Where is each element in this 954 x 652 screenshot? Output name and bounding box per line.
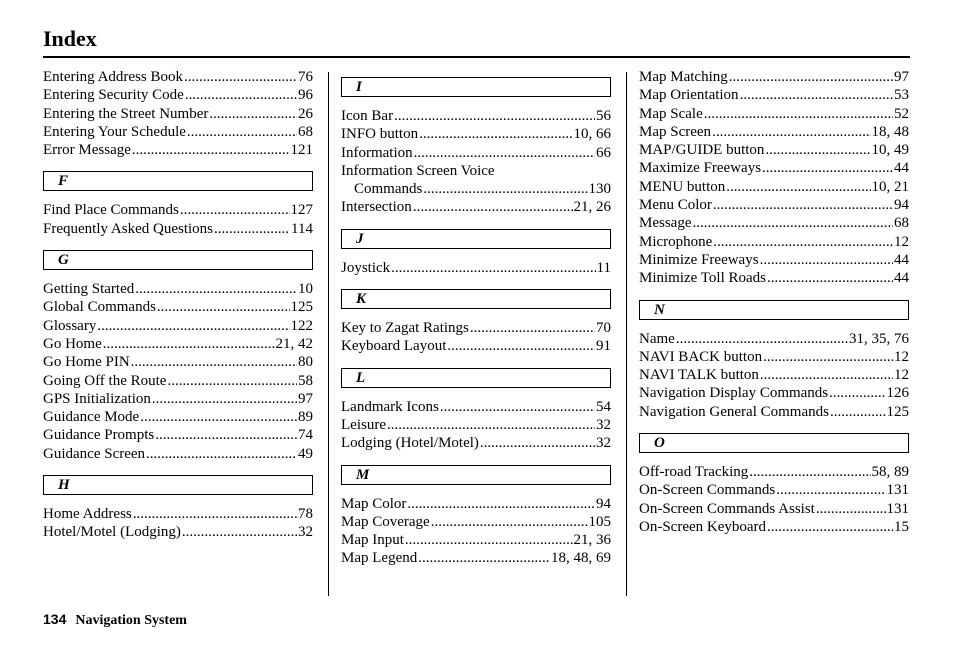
index-entry [43,123,313,141]
dot-leader [830,403,886,421]
index-entry [341,144,611,162]
index-entry [341,549,611,567]
index-entry-term: Getting Started [43,281,135,298]
index-entry-term: Information [341,144,413,161]
index-entry [639,500,909,518]
index-entry-pages: 58 [298,372,313,389]
dot-leader [187,123,297,141]
index-entry [341,398,611,416]
index-entry-pages: 125 [290,299,313,316]
dot-leader [180,201,290,219]
column-divider [626,72,627,596]
index-entry-term: Find Place Commands [43,202,179,219]
dot-leader [729,68,893,86]
index-entry-pages: 10, 21 [871,178,909,195]
index-entry-term: Minimize Toll Roads [639,270,767,287]
dot-leader [152,390,297,408]
dot-leader [767,269,893,287]
index-entry-term: Go Home PIN [43,354,130,371]
section-letter-heading: J [341,229,611,249]
index-entry-term: Hotel/Motel (Lodging) [43,524,181,541]
index-entry-pages: 131 [886,482,909,499]
index-entry [43,353,313,371]
dot-leader [749,463,870,481]
dot-leader [763,348,893,366]
dot-leader [776,481,885,499]
index-entry-pages: 105 [588,513,611,530]
index-entry-term: Icon Bar [341,108,394,124]
index-entry [341,513,611,531]
index-entry [341,416,611,434]
dot-leader [713,196,893,214]
index-entry-pages: 49 [298,445,313,462]
index-entry [341,337,611,355]
index-entry-pages: 70 [596,320,611,337]
index-entry-pages: 44 [894,160,909,177]
index-entry [639,105,909,123]
page-number: 134 [43,611,67,627]
index-entry-pages: 78 [298,506,313,523]
dot-leader [146,445,297,463]
index-entry-term: Entering Address Book [43,69,183,85]
index-entry [341,495,611,513]
index-entry-term: On-Screen Keyboard [639,518,767,535]
index-entry [341,107,611,125]
index-entry [43,105,313,123]
index-entry-continuation: Commands [354,181,423,198]
dot-leader [740,86,893,104]
index-entry-term: Leisure [341,416,386,433]
section-letter-heading: G [43,250,313,270]
index-entry-term: Information Screen Voice [341,162,495,179]
index-entry-pages: 76 [298,69,313,85]
dot-leader [760,251,893,269]
index-entry-term: NAVI TALK button [639,367,759,384]
index-entry-term: Name [639,330,675,347]
index-entry-term: Off-road Tracking [639,464,749,481]
index-entry [639,233,909,251]
index-entry-pages: 53 [894,87,909,104]
section-letter-heading: N [639,300,909,320]
index-entry-pages: 10 [298,281,313,298]
index-entry-pages: 52 [894,105,909,122]
dot-leader [182,523,297,541]
index-entry [639,330,909,348]
dot-leader [470,319,595,337]
index-entry-pages: 96 [298,87,313,104]
page-footer [43,609,187,631]
index-entry-pages: 80 [298,354,313,371]
index-entry-pages: 11 [596,259,611,276]
index-entry [639,214,909,232]
index-entry [43,220,313,238]
index-entry [341,434,611,452]
index-entry [639,463,909,481]
dot-leader [829,384,885,402]
index-entry-term: MENU button [639,178,726,195]
dot-leader [431,513,588,531]
index-entry-term: Go Home [43,335,102,352]
index-entry-pages: 21, 36 [573,532,611,549]
section-name: Navigation System [75,613,187,628]
section-letter-heading: L [341,368,611,388]
index-entry-term: Guidance Screen [43,445,146,462]
index-entry-term: MAP/GUIDE button [639,142,765,159]
dot-leader [413,198,573,216]
page-title: Index [43,26,97,51]
index-entry-pages: 44 [894,251,909,268]
index-entry-term: Map Orientation [639,87,739,104]
index-entry-term: NAVI BACK button [639,348,763,365]
dot-leader [693,214,894,232]
index-entry [639,518,909,536]
index-entry-pages: 97 [894,69,909,85]
index-entry-term: Glossary [43,317,97,334]
dot-leader [713,233,893,251]
title-divider [43,56,910,58]
index-entry-term: Map Input [341,532,404,549]
index-entry-term: Entering the Street Number [43,105,209,122]
dot-leader [184,68,297,86]
section-letter-heading: M [341,465,611,485]
dot-leader [704,105,893,123]
index-entry-pages: 68 [894,215,909,232]
index-entry [43,298,313,316]
index-entry-term: Going Off the Route [43,372,167,389]
index-entry [341,319,611,337]
index-entry [639,141,909,159]
index-entry [341,198,611,216]
index-entry [341,125,611,143]
dot-leader [97,317,289,335]
index-entry [341,531,611,549]
dot-leader [480,434,595,452]
index-entry [43,335,313,353]
index-entry-pages: 15 [894,518,909,535]
index-entry-term: Map Color [341,495,407,512]
dot-leader [103,335,275,353]
dot-leader [135,280,297,298]
index-entry-pages: 131 [886,500,909,517]
dot-leader [418,549,550,567]
index-entry-term: Guidance Prompts [43,427,155,444]
index-entry-term: Map Matching [639,69,728,85]
index-entry-term: Menu Color [639,197,712,214]
index-entry-term: Key to Zagat Ratings [341,320,469,337]
dot-leader [394,107,595,125]
index-entry-pages: 68 [298,123,313,140]
index-entry-pages: 12 [894,233,909,250]
dot-leader [767,518,893,536]
index-entry-term: Minimize Freeways [639,251,759,268]
index-entry-pages: 31, 35, 76 [849,330,909,347]
index-entry-pages: 54 [596,398,611,415]
index-entry [43,390,313,408]
index-entry [639,403,909,421]
index-entry [639,348,909,366]
section-letter-heading: K [341,289,611,309]
index-entry-term: Navigation Display Commands [639,385,829,402]
index-entry-term: Home Address [43,506,132,523]
index-entry-pages: 121 [290,142,313,159]
index-entry-term: Entering Security Code [43,87,184,104]
index-entry-pages: 122 [290,317,313,334]
section-letter-heading: F [43,171,313,191]
dot-leader [387,416,595,434]
index-entry-term: Map Coverage [341,513,430,530]
dot-leader [209,105,297,123]
index-entry-term: Guidance Mode [43,409,140,426]
index-entry-pages: 130 [588,181,611,198]
index-entry-pages: 44 [894,270,909,287]
index-column-2 [341,68,611,568]
index-entry-term: Intersection [341,199,412,216]
dot-leader [765,141,870,159]
dot-leader [816,500,886,518]
dot-leader [447,337,595,355]
index-entry-pages: 21, 42 [275,335,313,352]
index-entry [43,280,313,298]
index-entry-pages: 94 [596,495,611,512]
section-letter-heading: H [43,475,313,495]
index-entry [639,123,909,141]
dot-leader [676,330,848,348]
index-entry-pages: 32 [298,524,313,541]
dot-leader [405,531,573,549]
index-entry-term: Map Scale [639,105,703,122]
dot-leader [726,178,870,196]
index-entry-pages: 56 [596,108,611,124]
index-entry-pages: 74 [298,427,313,444]
index-entry-pages: 18, 48 [871,123,909,140]
dot-leader [157,298,290,316]
index-entry-pages: 21, 26 [573,199,611,216]
index-entry-term: Navigation General Commands [639,403,829,420]
dot-leader [131,353,297,371]
index-entry-pages: 32 [596,416,611,433]
index-entry-term: Joystick [341,259,391,276]
dot-leader [214,220,290,238]
index-entry-pages: 91 [596,338,611,355]
index-entry-term: Global Commands [43,299,156,316]
index-entry [341,180,611,198]
index-entry-pages: 89 [298,409,313,426]
index-column-1 [43,68,313,542]
section-letter-heading: O [639,433,909,453]
dot-leader [407,495,595,513]
index-entry-term: GPS Initialization [43,390,151,407]
dot-leader [155,426,297,444]
index-entry [43,201,313,219]
dot-leader [440,398,595,416]
index-entry-term: Map Legend [341,550,418,567]
index-entry [43,141,313,159]
index-entry [639,86,909,104]
index-entry [639,196,909,214]
index-entry [43,86,313,104]
dot-leader [760,366,893,384]
index-entry-pages: 94 [894,197,909,214]
index-entry-term: Microphone [639,233,713,250]
index-entry-pages: 26 [298,105,313,122]
dot-leader [391,259,595,277]
index-entry-term: On-Screen Commands [639,482,776,499]
index-entry [43,505,313,523]
dot-leader [423,180,587,198]
dot-leader [185,86,297,104]
index-entry [43,372,313,390]
dot-leader [414,144,595,162]
index-entry [341,259,611,277]
index-entry [639,366,909,384]
dot-leader [140,408,297,426]
index-entry [639,159,909,177]
index-entry [43,426,313,444]
index-entry-term: On-Screen Commands Assist [639,500,815,517]
index-entry-term: Keyboard Layout [341,338,447,355]
index-entry [639,481,909,499]
index-entry-pages: 32 [596,435,611,452]
index-entry [43,445,313,463]
column-divider [328,72,329,596]
index-entry-term: Maximize Freeways [639,160,762,177]
index-entry-term: Landmark Icons [341,398,439,415]
dot-leader [167,372,297,390]
index-entry-pages: 125 [886,403,909,420]
dot-leader [133,505,297,523]
index-entry-pages: 126 [886,385,909,402]
index-entry [43,68,313,86]
index-entry-pages: 12 [894,348,909,365]
index-entry [43,408,313,426]
dot-leader [132,141,290,159]
index-entry-term: Entering Your Schedule [43,123,186,140]
index-entry-pages: 58, 89 [871,464,909,481]
index-entry [639,384,909,402]
index-entry-pages: 66 [596,144,611,161]
index-entry [639,269,909,287]
index-entry-pages: 127 [290,202,313,219]
index-column-3 [639,68,909,536]
index-entry-pages: 97 [298,390,313,407]
index-entry-pages: 18, 48, 69 [551,550,611,567]
index-entry-term: Lodging (Hotel/Motel) [341,435,479,452]
dot-leader [762,159,893,177]
index-entry-term: Map Screen [639,123,712,140]
index-entry-pages: 114 [291,220,313,237]
index-entry [43,317,313,335]
index-entry-term: INFO button [341,126,419,143]
index-entry [639,68,909,86]
index-entry [43,523,313,541]
index-entry [639,178,909,196]
index-entry-term: Frequently Asked Questions [43,220,213,237]
index-entry-pages: 10, 66 [573,126,611,143]
index-entry-pages: 10, 49 [871,142,909,159]
index-entry-pages: 12 [894,367,909,384]
dot-leader [419,125,572,143]
index-entry-term: Error Message [43,142,131,159]
section-letter-heading: I [341,77,611,97]
index-entry [639,251,909,269]
index-entry-term: Message [639,215,692,232]
dot-leader [712,123,870,141]
